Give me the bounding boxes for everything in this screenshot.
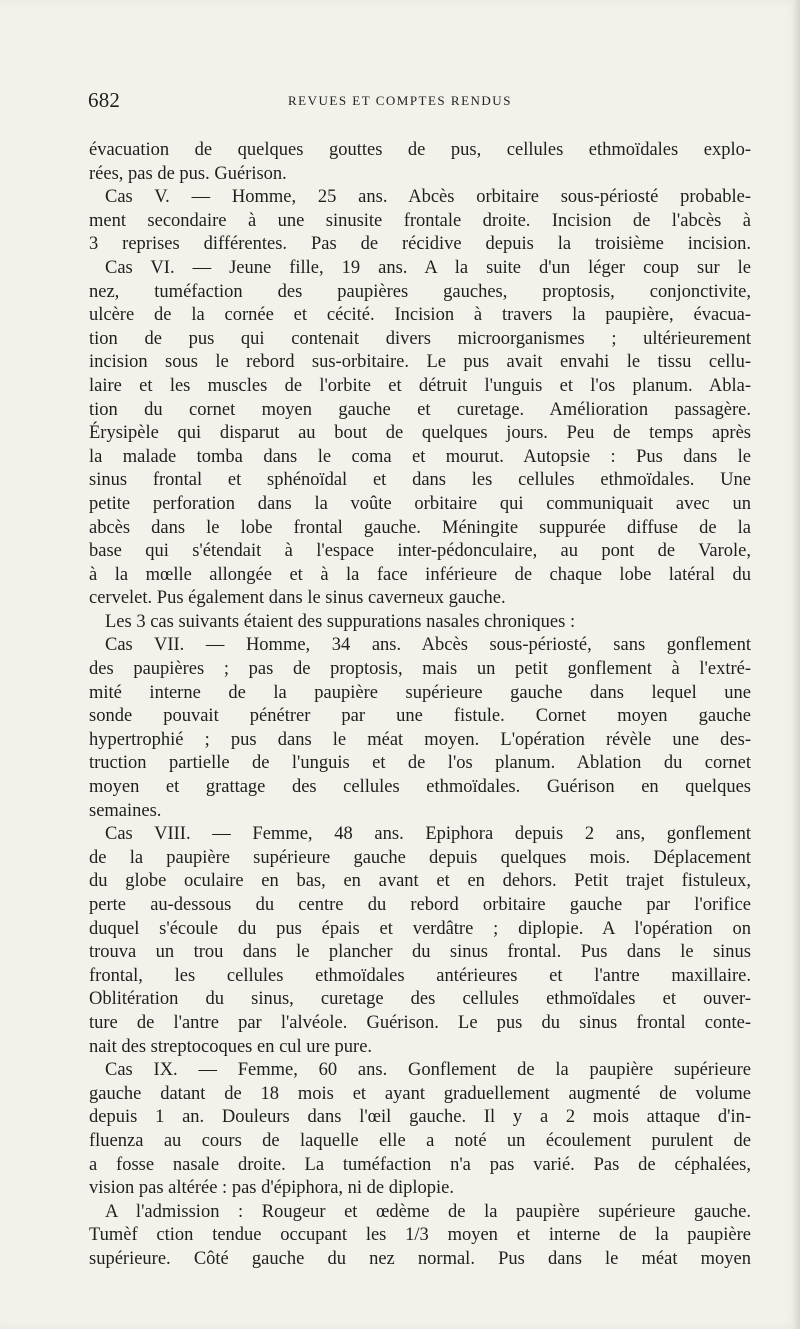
text-line: duquel s'écoule du pus épais et verdâtre ; diplopie. A l'opération on bbox=[89, 918, 751, 939]
text-line: laire et les muscles de l'orbite et détruit l'unguis et l'os planum. Abla- bbox=[89, 375, 751, 396]
text-line: tion de pus qui contenait divers microorganismes ; ultérieurement bbox=[89, 328, 751, 349]
text-line: Cas VI. — Jeune fille, 19 ans. A la suite d'un léger coup sur le bbox=[105, 257, 751, 278]
text-line: Les 3 cas suivants étaient des suppurations nasales chroniques : bbox=[105, 611, 576, 632]
text-line: A l'admission : Rougeur et œdème de la paupière supérieure gauche. bbox=[105, 1201, 751, 1222]
text-line: de la paupière supérieure gauche depuis quelques mois. Déplacement bbox=[89, 847, 751, 868]
text-line: Cas VII. — Homme, 34 ans. Abcès sous-périosté, sans gonflement bbox=[105, 635, 751, 656]
text-line: base qui s'étendait à l'espace inter-pédonculaire, au pont de Varole, bbox=[89, 541, 751, 562]
text-line: Oblitération du sinus, curetage des cellules ethmoïdales et ouver- bbox=[89, 989, 751, 1010]
text-line: mité interne de la paupière supérieure gauche dans lequel une bbox=[89, 682, 751, 703]
text-line: supérieure. Côté gauche du nez normal. Pus dans le méat moyen bbox=[89, 1248, 751, 1269]
text-line: nait des streptocoques en cul ure pure. bbox=[89, 1036, 373, 1057]
text-line: 3 reprises différentes. Pas de récidive depuis la troisième incision. bbox=[89, 234, 751, 255]
text-line: vision pas altérée : pas d'épiphora, ni de diplopie. bbox=[89, 1178, 455, 1199]
text-line: nez, tuméfaction des paupières gauches, proptosis, conjonctivite, bbox=[89, 281, 751, 302]
text-line: ture de l'antre par l'alvéole. Guérison. Le pus du sinus frontal conte- bbox=[89, 1012, 751, 1033]
text-line: des paupières ; pas de proptosis, mais un petit gonflement à l'extré- bbox=[89, 659, 751, 680]
text-line: ment secondaire à une sinusite frontale droite. Incision de l'abcès à bbox=[89, 210, 751, 231]
text-line: sonde pouvait pénétrer par une fistule. Cornet moyen gauche bbox=[89, 706, 751, 727]
text-line: la malade tomba dans le coma et mourut. Autopsie : Pus dans le bbox=[89, 446, 751, 467]
running-header bbox=[88, 88, 748, 116]
text-line: Cas IX. — Femme, 60 ans. Gonflement de la paupière supérieure bbox=[105, 1060, 751, 1081]
text-line: Cas VIII. — Femme, 48 ans. Epiphora depuis 2 ans, gonflement bbox=[105, 824, 751, 845]
text-line: gauche datant de 18 mois et ayant graduellement augmenté de volume bbox=[89, 1083, 751, 1104]
body-text bbox=[89, 139, 751, 1272]
text-line: Tumèf ction tendue occupant les 1/3 moyen et interne de la paupière bbox=[89, 1225, 751, 1246]
text-line: du globe oculaire en bas, en avant et en dehors. Petit trajet fistuleux, bbox=[89, 871, 751, 892]
text-line: Érysipèle qui disparut au bout de quelques jours. Peu de temps après bbox=[89, 423, 751, 444]
text-line: rées, pas de pus. Guérison. bbox=[89, 163, 287, 184]
text-line: fluenza au cours de laquelle elle a noté un écoulement purulent de bbox=[89, 1130, 751, 1151]
text-line: ulcère de la cornée et cécité. Incision à travers la paupière, évacua- bbox=[89, 305, 751, 326]
text-line: évacuation de quelques gouttes de pus, cellules ethmoïdales explo- bbox=[89, 140, 751, 160]
text-line: depuis 1 an. Douleurs dans l'œil gauche. Il y a 2 mois attaque d'in- bbox=[89, 1107, 751, 1128]
text-line: perte au-dessous du centre du rebord orbitaire gauche par l'orifice bbox=[89, 895, 751, 915]
text-line: petite perforation dans la voûte orbitaire qui communiquait avec un bbox=[89, 493, 751, 514]
text-line: tion du cornet moyen gauche et curetage. Amélioration passagère. bbox=[89, 399, 751, 420]
text-line: à la mœlle allongée et à la face inférieure de chaque lobe latéral du bbox=[89, 564, 751, 585]
text-line: hypertrophié ; pus dans le méat moyen. L'opération révèle une des- bbox=[89, 729, 751, 750]
text-line: sinus frontal et sphénoïdal et dans les cellules ethmoïdales. Une bbox=[89, 470, 751, 491]
text-line: incision sous le rebord sus-orbitaire. Le pus avait envahi le tissu cellu- bbox=[89, 352, 751, 373]
page-number: 682 bbox=[88, 88, 121, 112]
text-line: semaines. bbox=[89, 800, 162, 821]
text-line: frontal, les cellules ethmoïdales antérieures et l'antre maxillaire. bbox=[89, 965, 751, 986]
text-line: abcès dans le lobe frontal gauche. Méningite suppurée diffuse de la bbox=[89, 517, 751, 538]
text-line: cervelet. Pus également dans le sinus caverneux gauche. bbox=[89, 588, 506, 609]
page-edge bbox=[794, 0, 800, 1329]
text-line: trouva un trou dans le plancher du sinus frontal. Pus dans le sinus bbox=[89, 942, 751, 963]
text-line: a fosse nasale droite. La tuméfaction n'a pas varié. Pas de céphalées, bbox=[89, 1154, 751, 1175]
text-line: Cas V. — Homme, 25 ans. Abcès orbitaire sous-périosté probable- bbox=[105, 187, 751, 208]
text-line: moyen et grattage des cellules ethmoïdales. Guérison en quelques bbox=[89, 777, 751, 798]
running-title: REVUES ET COMPTES RENDUS bbox=[288, 93, 512, 108]
text-line: truction partielle de l'unguis et de l'os planum. Ablation du cornet bbox=[89, 753, 751, 774]
